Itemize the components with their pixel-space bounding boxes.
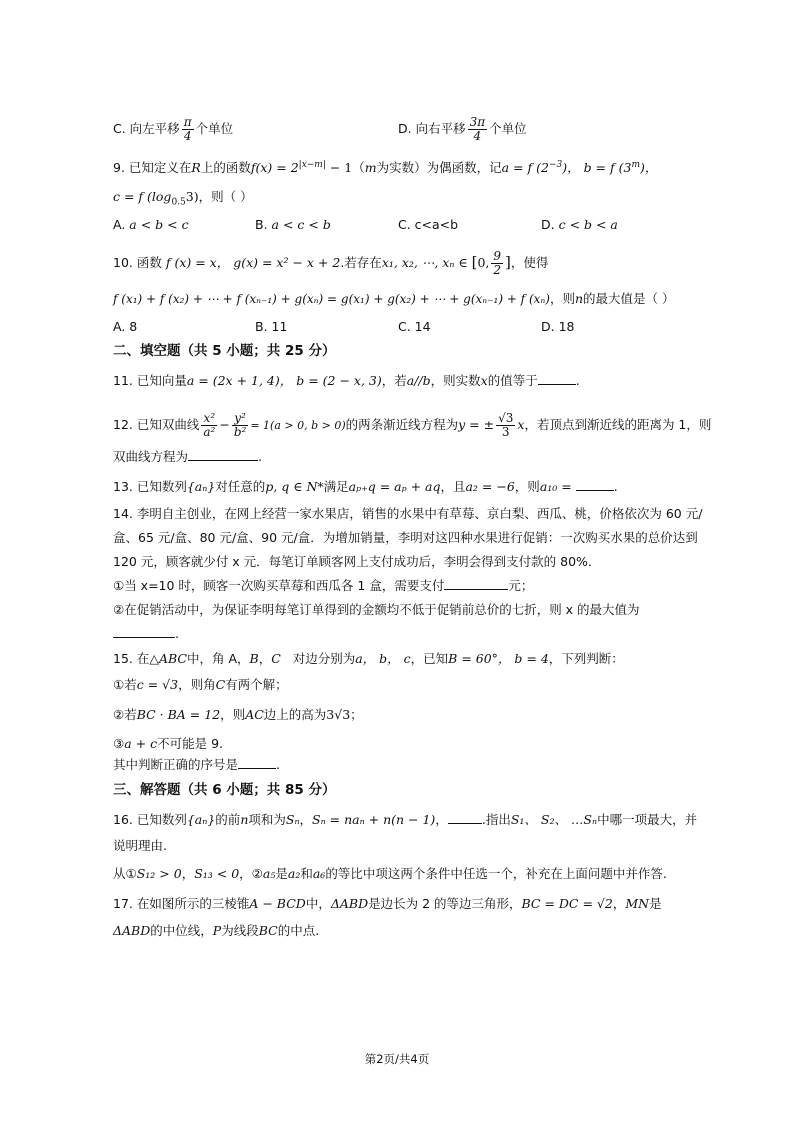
q12-answer-blank[interactable]	[188, 448, 258, 461]
q10-option-b: B. 11	[255, 319, 288, 334]
q15-statement-3: ③a + c不可能是 9.	[113, 736, 223, 751]
q16-line1: 16. 已知数列{aₙ}的前n项和为Sₙ，Sₙ = naₙ + n(n − 1)， .指出S₁、 S₂、 …Sₙ中哪一项最大，并	[113, 812, 698, 827]
q10-interval-fraction: $\frac{9}{2}$	[493, 249, 502, 277]
q13: 13. 已知数列{aₙ}对任意的p, q ∈ N*满足aₚ₊q = aₚ + aq，且a₂ = −6，则a₁₀ = .	[113, 479, 618, 494]
q14-line5: ②在促销活动中，为保证李明每笔订单得到的金额均不低于促销前总价的七折，则 x 的最大值为	[113, 602, 640, 617]
q8-option-d: D. 向右平移 $\frac{3\pi}{4}$ 个单位	[398, 115, 527, 143]
q9-line1: 9. 已知定义在R上的函数$f(x) = 2^{|x-m|} - 1(m$为实数）为偶函数，记a = f $(2^{-3})$， b = f (3$^m$)，	[113, 160, 658, 176]
q15-statement-1: ①若c = √3，则角C有两个解；	[113, 677, 288, 692]
q11: 11. 已知向量a = (2x + 1, 4)， b = (2 − x, 3)，若a//b，则实数x的值等于 .	[113, 373, 580, 388]
q15-statement-2: ②若BC · BA = 12，则AC边上的高为3√3；	[113, 707, 363, 722]
q16-condition-blank[interactable]	[448, 811, 482, 824]
q9-option-c: C. c<a<b	[398, 217, 459, 232]
q8-option-c: C. 向左平移 $\frac{\pi}{4}$ 个单位	[113, 115, 234, 143]
q14-line4: ①当 x=10 时，顾客一次购买草莓和西瓜各 1 盒，需要支付 元；	[113, 578, 534, 593]
q10-option-a: A. 8	[113, 319, 138, 334]
q17-line2: ΔABD的中位线，P为线段BC的中点.	[113, 923, 320, 938]
q14-line1: 14. 李明自主创业，在网上经营一家水果店，销售的水果中有草莓、京白梨、西瓜、桃，价格依次为 60 元/	[113, 506, 703, 521]
q9-option-a: A. a < b < c	[113, 217, 189, 232]
q16-line2: 说明理由.	[113, 838, 167, 853]
q17-line1: 17. 在如图所示的三棱锥A − BCD中，ΔABD是边长为 2 的等边三角形，BC = DC = √2，MN是	[113, 896, 662, 911]
q14-answer-blank-2[interactable]	[113, 625, 175, 638]
page-footer: 第2页/共4页	[364, 1052, 430, 1066]
q9-option-b: B. a < c < b	[255, 217, 331, 232]
q12-line1: 12. 已知双曲线 $\frac{\text{x²}}{\text{a²}}$ − $\frac{\text{y²}}{\text{b²}}$ = 1(a > 0, b > 0)的两条渐近线方程为y = ± $\frac{√3}{3}$ x，若顶点到渐近线的距离为 1，则	[113, 411, 712, 439]
q11-answer-blank[interactable]	[538, 372, 576, 385]
q9-line2: c = f $(\log_{0.5}3)$，则（ ）	[113, 189, 253, 208]
q8-c-fraction: $\frac{\pi}{4}$	[183, 115, 192, 143]
section-3-heading: 三、解答题（共 6 小题；共 85 分）	[113, 782, 336, 798]
q10-option-d: D. 18	[541, 319, 575, 334]
q16-line3: 从①S₁₂ > 0，S₁₃ < 0，②a₅是a₂和a₆的等比中项这两个条件中任选一个，补充在上面问题中并作答.	[113, 866, 667, 881]
q13-answer-blank[interactable]	[576, 478, 614, 491]
q14-answer-blank-1[interactable]	[444, 577, 508, 590]
q9-option-d: D. c < b < a	[541, 217, 618, 232]
q14-line6: .	[113, 625, 684, 643]
q14-line2: 盒、65 元/盒、80 元/盒、90 元/盒．为增加销量，李明对这四种水果进行促销：一次购买水果的总价达到	[113, 530, 698, 545]
q10-line2: f (x₁) + f (x₂) + ⋯ + f (xₙ₋₁) + g(xₙ) = g(x₁) + g(x₂) + ⋯ + g(xₙ₋₁) + f (xₙ)，则n的最大值是（ ）	[113, 291, 675, 306]
q12-line2: 双曲线方程为 .	[113, 449, 262, 464]
q15-line1: 15. 在△ABC中，角 A，B，C 对边分别为a， b， c，已知B = 60°， b = 4，下列判断：	[113, 651, 624, 666]
q10-line1: 10. 函数 f (x) = x， g(x) = x² − x + 2.若存在x₁, x₂, ⋯, xₙ ∈ [0, $\frac{9}{2}$ ]，使得	[113, 249, 549, 277]
section-2-heading: 二、填空题（共 5 小题；共 25 分）	[113, 343, 336, 359]
q10-option-c: C. 14	[398, 319, 431, 334]
q15-answer-line: 其中判断正确的序号是 .	[113, 757, 280, 772]
q15-answer-blank[interactable]	[238, 756, 276, 769]
q14-line3: 120 元，顾客就少付 x 元．每笔订单顾客网上支付成功后，李明会得到支付款的 80%.	[113, 554, 592, 569]
q8-d-fraction: $\frac{3\pi}{4}$	[469, 115, 486, 143]
